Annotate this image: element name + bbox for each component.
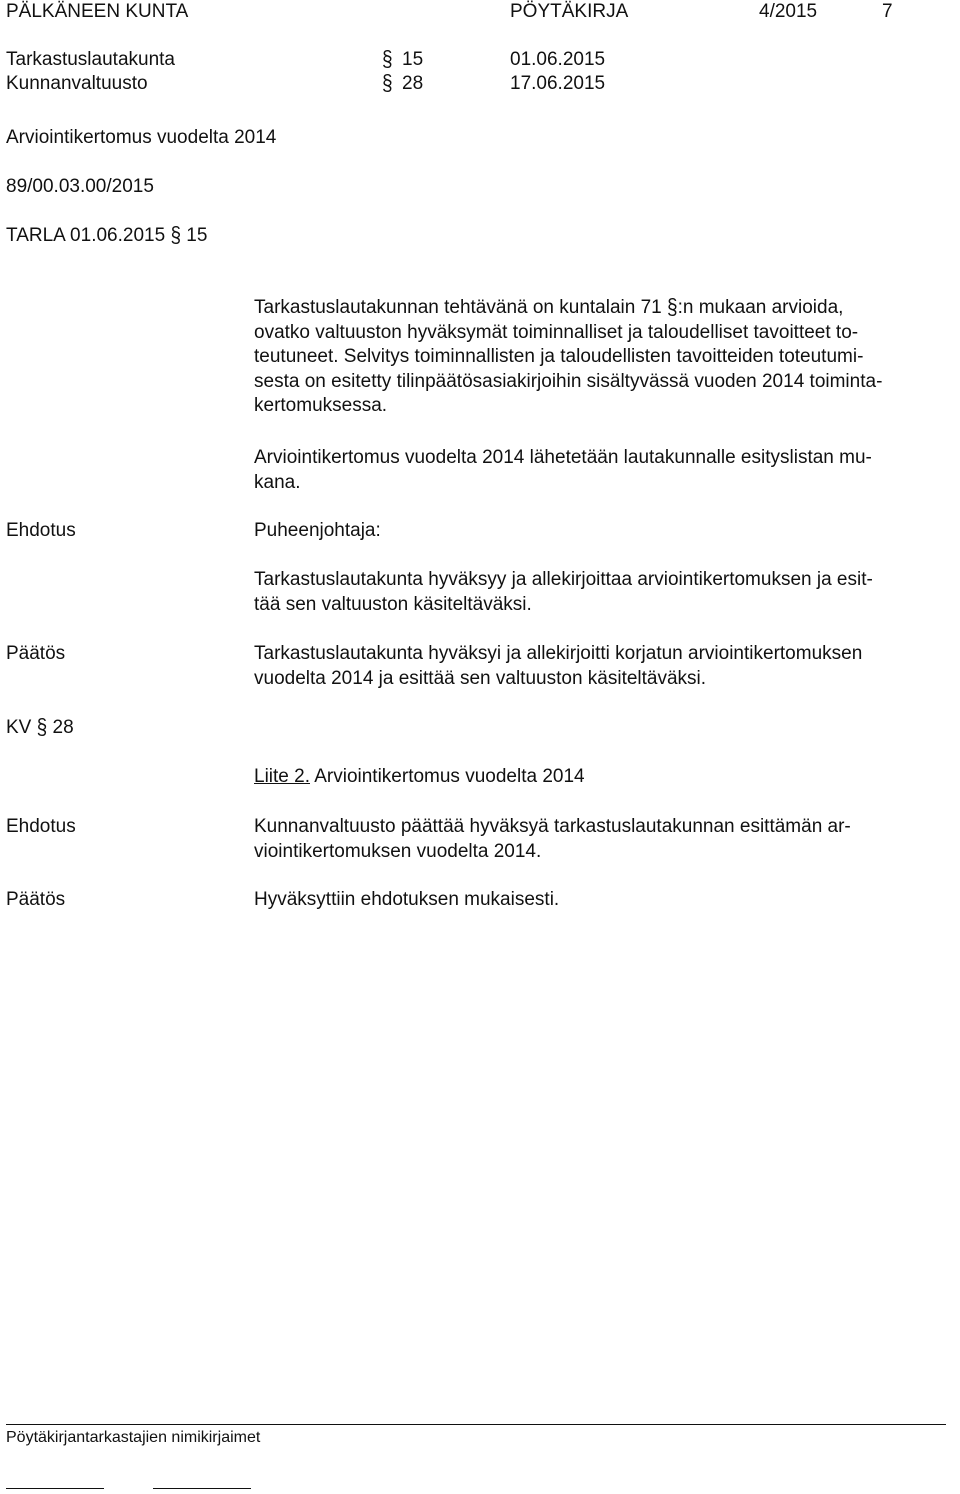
decision-label: Päätös: [6, 889, 66, 910]
footer-divider: [6, 1424, 946, 1425]
initials-line: [6, 1488, 104, 1489]
proposal-label: Ehdotus: [6, 816, 76, 837]
paragraph-line: teutuneet. Selvitys toiminnallisten ja taloudellisten tavoitteiden toteutumi-: [254, 346, 864, 367]
section-sign: §: [667, 294, 678, 320]
paragraph-line: ovatko valtuuston hyväksymät toiminnalliset ja taloudelliset tavoitteet to-: [254, 321, 859, 343]
kv-reference-prefix: KV: [6, 717, 32, 738]
paragraph-line: kana.: [254, 471, 301, 493]
section-sign: §: [36, 715, 48, 740]
paragraph-line: kertomuksessa.: [254, 395, 388, 416]
intro-paragraph: [254, 296, 954, 419]
kv-reference-number: 28: [52, 717, 74, 738]
paragraph-line: viointikertomuksen vuodelta 2014.: [254, 840, 542, 862]
section-number-tarla: 15: [402, 49, 424, 70]
tarla-reference-prefix: TARLA 01.06.2015: [6, 225, 166, 246]
paragraph-line: Tarkastuslautakunta hyväksyy ja allekirjoittaa arviointikertomuksen ja esit-: [254, 569, 873, 590]
initials-line: [153, 1488, 251, 1489]
proposal-label: Ehdotus: [6, 520, 76, 541]
section-sign: §: [382, 71, 393, 96]
meeting-date-tarla: 01.06.2015: [510, 49, 606, 70]
body-name-kv: Kunnanvaltuusto: [6, 73, 148, 94]
attachment-line: [254, 765, 585, 789]
municipality-name: PÄLKÄNEEN KUNTA: [6, 1, 189, 22]
proposer: Puheenjohtaja:: [254, 520, 381, 541]
document-type: PÖYTÄKIRJA: [510, 1, 629, 22]
body-name-tarla: Tarkastuslautakunta: [6, 49, 175, 70]
attachment-paragraph: [254, 446, 954, 495]
page-number: 7: [882, 1, 893, 22]
document-title: Arviointikertomus vuodelta 2014: [6, 127, 277, 148]
tarla-proposal-text: [254, 568, 954, 617]
paragraph-line: tää sen valtuuston käsiteltäväksi.: [254, 593, 532, 615]
decision-label: Päätös: [6, 643, 66, 664]
attachment-link[interactable]: Liite 2.: [254, 766, 310, 787]
paragraph-line: Kunnanvaltuusto päättää hyväksyä tarkastuslautakunnan esittämän ar-: [254, 816, 851, 837]
paragraph-line: vuodelta 2014 ja esittää sen valtuuston käsiteltäväksi.: [254, 667, 707, 689]
paragraph-line: Tarkastuslautakunnan tehtävänä on kuntalain 71 §:n mukaan arvioida,: [254, 296, 954, 321]
kv-reference: [6, 716, 74, 740]
kv-proposal-text: [254, 815, 954, 864]
case-number: 89/00.03.00/2015: [6, 176, 154, 197]
signature-label: Pöytäkirjantarkastajien nimikirjaimet: [6, 1429, 261, 1446]
tarla-reference-number: 15: [186, 225, 208, 246]
section-number-kv: 28: [402, 73, 424, 94]
paragraph-line: sesta on esitetty tilinpäätösasiakirjoihin sisältyvässä vuoden 2014 toiminta-: [254, 370, 883, 392]
document-number: 4/2015: [759, 1, 818, 22]
paragraph-line: Tarkastuslautakunta hyväksyi ja allekirjoitti korjatun arviointikertomuksen: [254, 643, 863, 664]
tarla-decision-text: [254, 642, 954, 691]
section-sign: §: [382, 47, 393, 72]
paragraph-line: Arviointikertomus vuodelta 2014 lähetetään lautakunnalle esityslistan mu-: [254, 447, 872, 468]
attachment-title: Arviointikertomus vuodelta 2014: [314, 766, 585, 787]
tarla-reference: [6, 224, 207, 248]
section-sign: §: [170, 223, 182, 248]
kv-decision-text: Hyväksyttiin ehdotuksen mukaisesti.: [254, 889, 560, 910]
meeting-date-kv: 17.06.2015: [510, 73, 606, 94]
